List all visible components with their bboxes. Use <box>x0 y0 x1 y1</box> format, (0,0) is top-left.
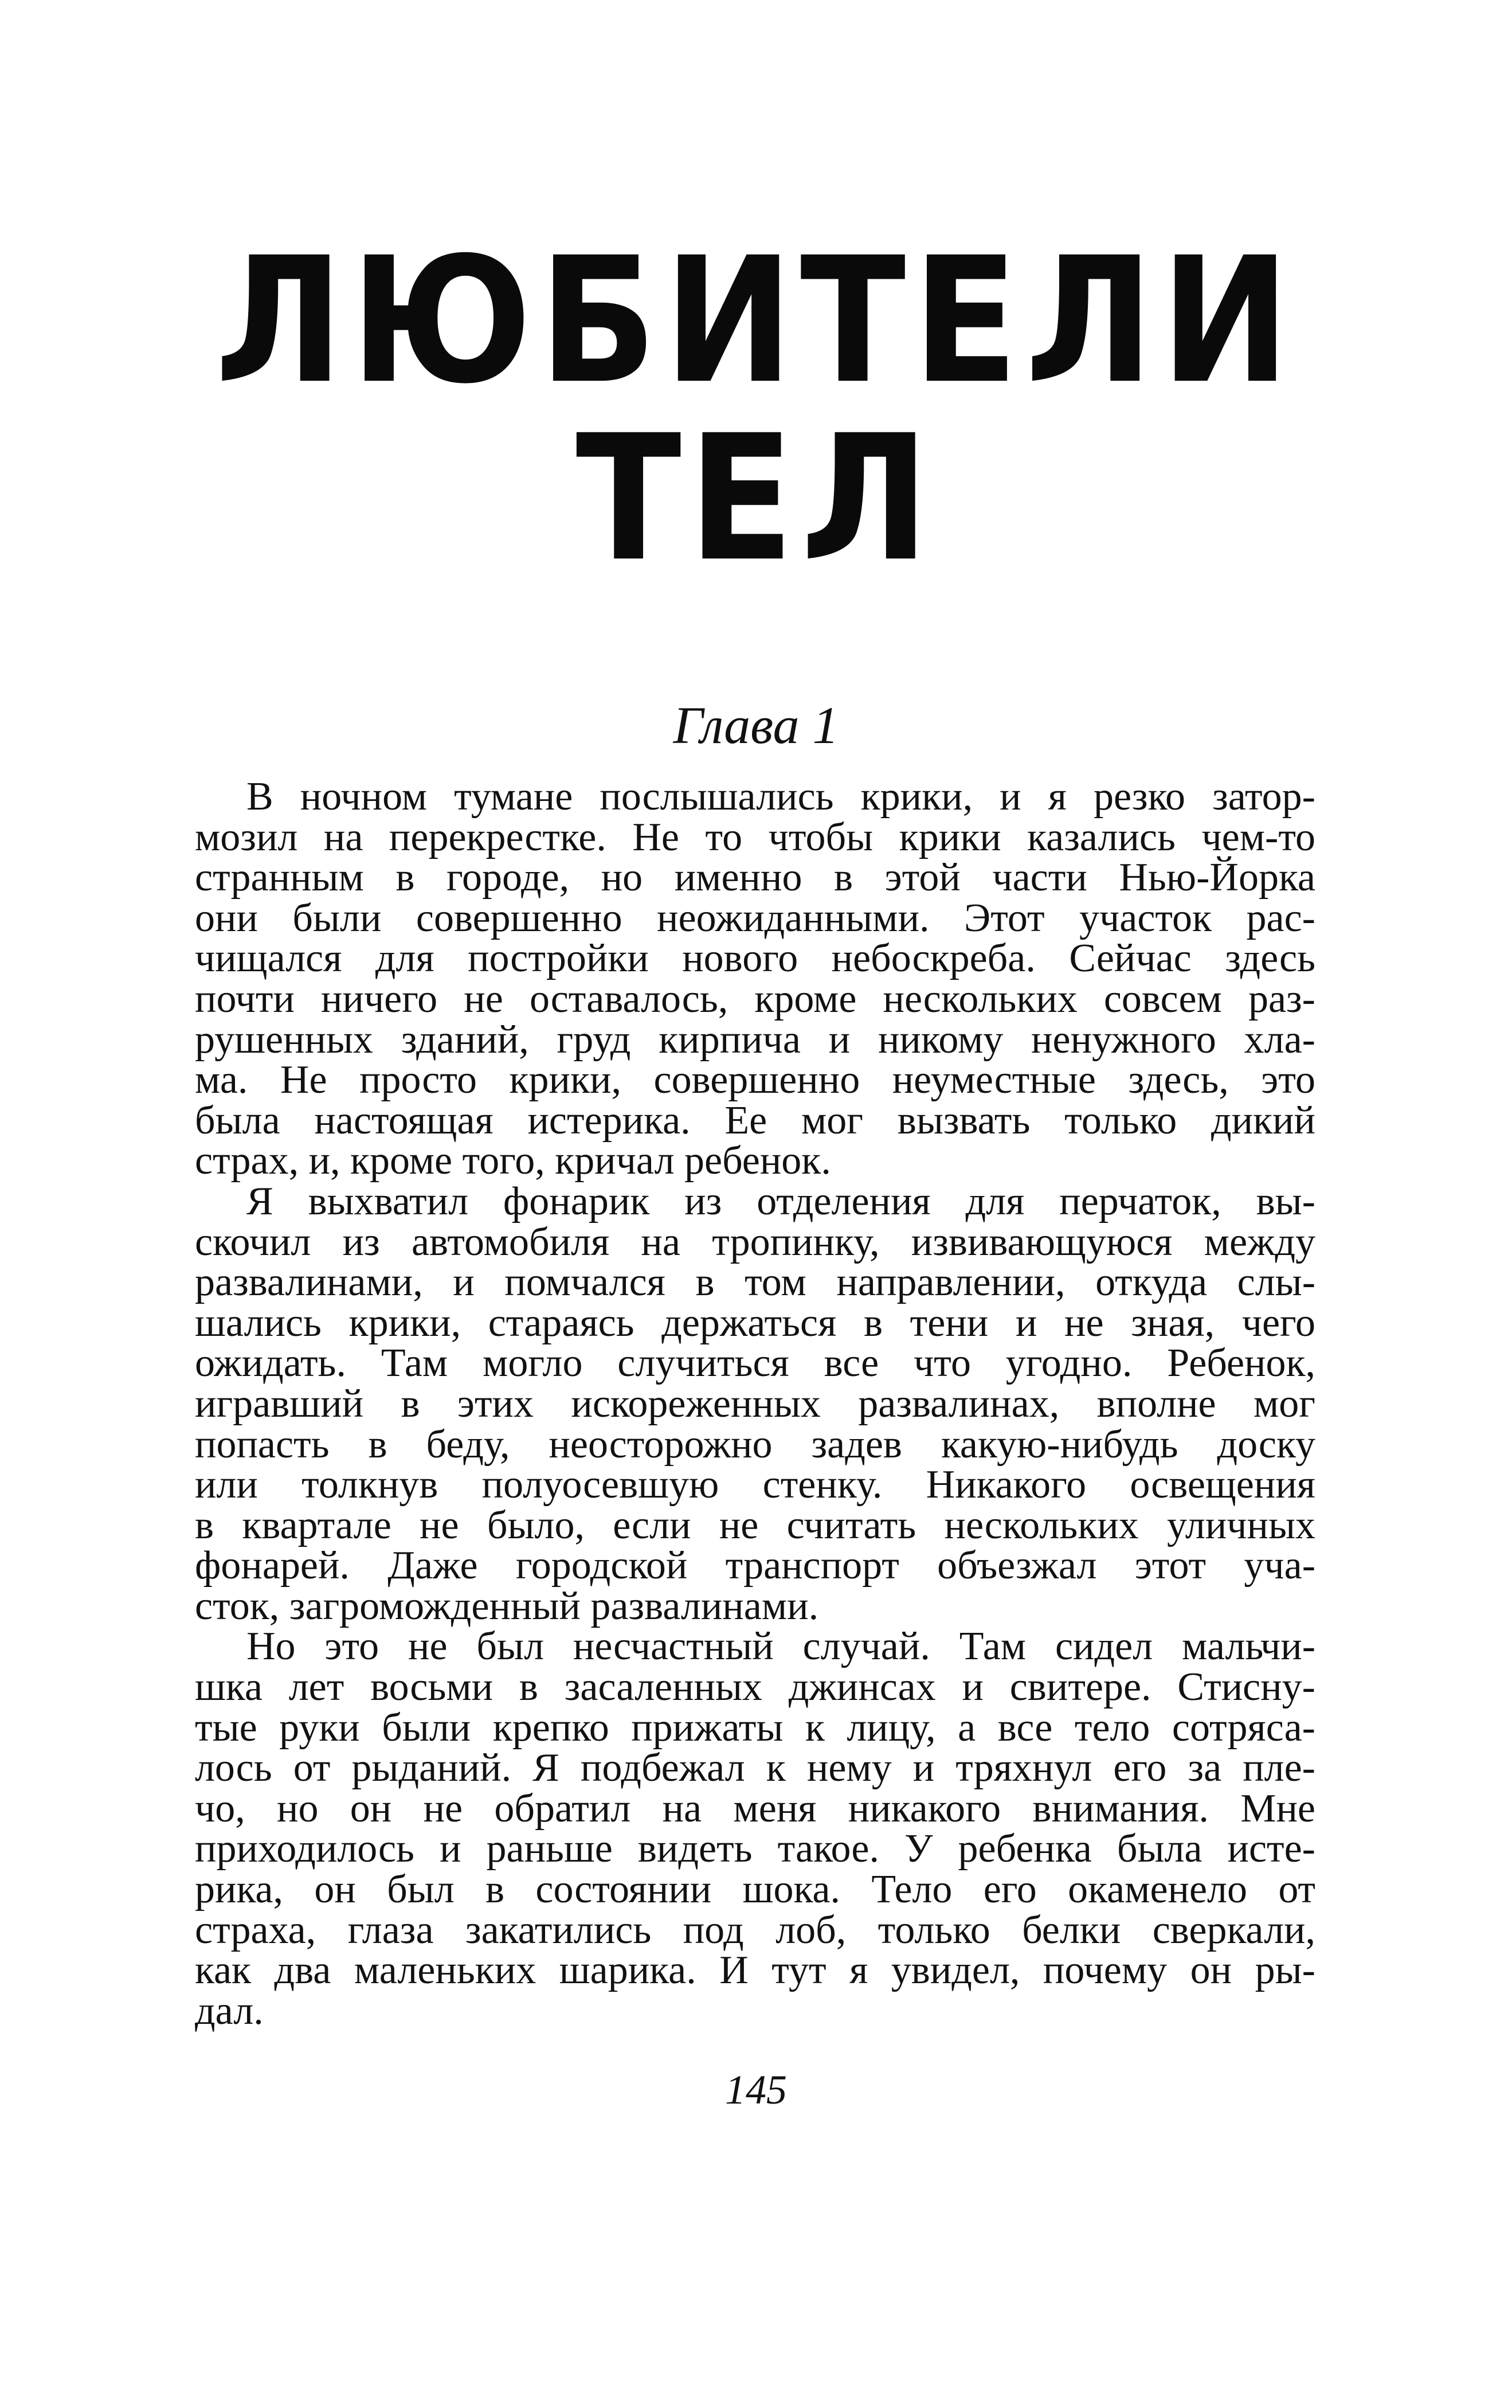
text-line: страха, глаза закатились под лоб, только белки сверкали, <box>195 1907 1315 1952</box>
text-line: игравший в этих искореженных развалинах, вполне мог <box>195 1381 1315 1426</box>
text-line: шались крики, стараясь держаться в тени и не зная, чего <box>195 1300 1315 1345</box>
page-number: 145 <box>725 2067 787 2113</box>
text-line: чо, но он не обратил на меня никакого внимания. Мне <box>195 1786 1315 1831</box>
text-line: В ночном тумане послышались крики, и я резко затор- <box>246 775 1315 819</box>
text-line: как два маленьких шарика. И тут я увидел, почему он ры- <box>195 1948 1315 1993</box>
text-line: Я выхватил фонарик из отделения для перчаток, вы- <box>246 1179 1315 1223</box>
text-line: дал. <box>195 1988 264 2033</box>
text-line: тые руки были крепко прижаты к лицу, а все тело сотряса- <box>195 1705 1315 1750</box>
book-title-line-1: ЛЮБИТЕЛИ <box>215 220 1297 422</box>
paragraph <box>195 1179 1315 1628</box>
text-line: или толкнув полуосевшую стенку. Никакого освещения <box>195 1463 1315 1507</box>
text-line: мозил на перекрестке. Не то чтобы крики казались чем-то <box>195 815 1315 859</box>
body-text <box>195 777 1315 2031</box>
text-line: страх, и, кроме того, кричал ребенок. <box>195 1139 831 1183</box>
paragraph <box>195 1624 1315 2033</box>
paragraph <box>195 777 1315 1182</box>
text-line: шка лет восьми в засаленных джинсах и свитере. Стисну- <box>195 1665 1315 1710</box>
text-line: в квартале не было, если не считать нескольких уличных <box>195 1503 1315 1547</box>
text-line: чищался для постройки нового небоскреба. Сейчас здесь <box>195 936 1315 981</box>
text-line: лось от рыданий. Я подбежал к нему и тряхнул его за пле- <box>195 1746 1315 1791</box>
text-line: фонарей. Даже городской транспорт объезжал этот уча- <box>195 1543 1315 1588</box>
text-line: странным в городе, но именно в этой части Нью-Йорка <box>195 855 1315 900</box>
text-line: почти ничего не оставалось, кроме нескольких совсем раз- <box>195 976 1315 1021</box>
text-line: сток, загроможденный развалинами. <box>195 1584 819 1628</box>
text-line: приходилось и раньше видеть такое. У ребенка была исте- <box>195 1827 1315 1871</box>
book-title-line-2: ТЕЛ <box>575 397 937 600</box>
text-line: Но это не был несчастный случай. Там сидел мальчи- <box>246 1624 1315 1669</box>
text-line: рика, он был в состоянии шока. Тело его окаменело от <box>195 1867 1315 1912</box>
chapter-heading: Глава 1 <box>673 696 839 755</box>
text-line: они были совершенно неожиданными. Этот участок рас- <box>195 896 1315 940</box>
text-line: рушенных зданий, груд кирпича и никому ненужного хла- <box>195 1017 1315 1062</box>
text-line: ожидать. Там могло случиться все что угодно. Ребенок, <box>195 1341 1315 1386</box>
text-line: развалинами, и помчался в том направлении, откуда слы- <box>195 1260 1315 1305</box>
text-line: скочил из автомобиля на тропинку, извивающуюся между <box>195 1219 1315 1264</box>
text-line: была настоящая истерика. Ее мог вызвать только дикий <box>195 1098 1315 1143</box>
text-line: попасть в беду, неосторожно задев какую-нибудь доску <box>195 1422 1315 1467</box>
text-line: ма. Не просто крики, совершенно неуместные здесь, это <box>195 1058 1315 1103</box>
